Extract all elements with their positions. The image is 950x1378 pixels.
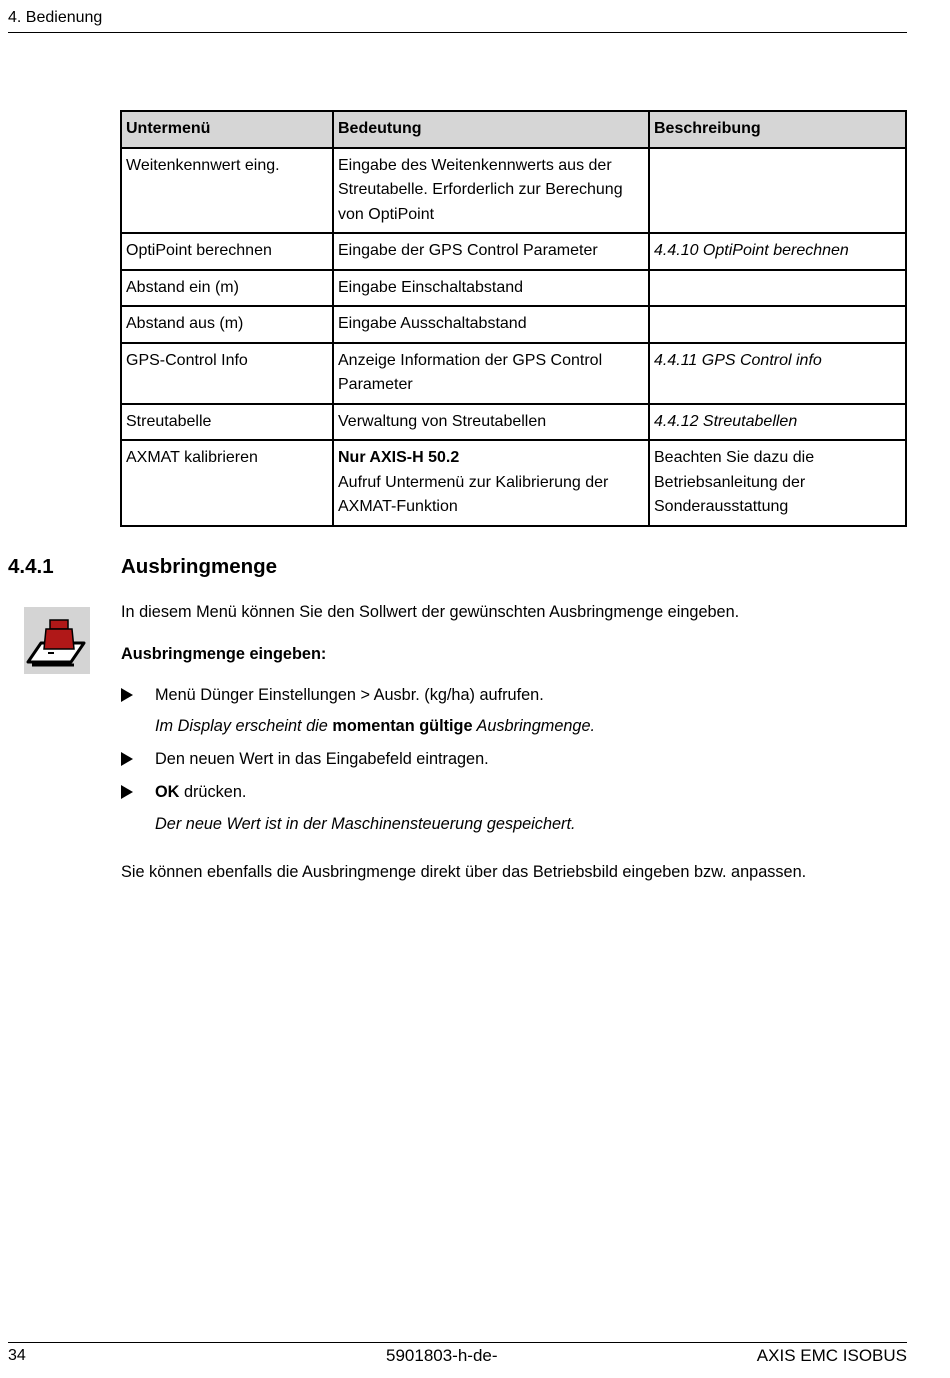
closing-text: Sie können ebenfalls die Ausbringmenge direkt über das Betriebsbild eingeben bzw. anpassen. bbox=[121, 863, 807, 881]
result-text: Ausbringmenge. bbox=[472, 717, 596, 735]
step-1-result bbox=[155, 717, 595, 736]
step-arrow-icon bbox=[121, 785, 133, 799]
column-header: Beschreibung bbox=[649, 111, 906, 148]
table-row bbox=[121, 404, 906, 441]
submenu-cell: OptiPoint berechnen bbox=[121, 233, 333, 270]
description-cell bbox=[649, 148, 906, 234]
meaning-text: Aufruf Untermenü zur Kalibrierung der AXMAT-Funktion bbox=[338, 473, 609, 515]
meaning-cell bbox=[333, 440, 649, 526]
submenu-cell: AXMAT kalibrieren bbox=[121, 440, 333, 526]
weight-on-scale-icon bbox=[24, 607, 90, 674]
meaning-cell: Eingabe der GPS Control Parameter bbox=[333, 233, 649, 270]
meaning-cell: Eingabe Ausschaltabstand bbox=[333, 306, 649, 343]
footer-rule bbox=[8, 1342, 907, 1343]
meaning-cell: Anzeige Information der GPS Control Parameter bbox=[333, 343, 649, 404]
document-id: 5901803-h-de- bbox=[386, 1346, 498, 1365]
table-row bbox=[121, 343, 906, 404]
ok-key-label: OK bbox=[155, 783, 180, 801]
step-3-result: Der neue Wert ist in der Maschinensteuerung gespeichert. bbox=[155, 815, 576, 833]
header-rule bbox=[8, 32, 907, 33]
procedure-heading: Ausbringmenge eingeben: bbox=[121, 645, 327, 663]
model-note: Nur AXIS-H 50.2 bbox=[338, 449, 460, 466]
product-name: AXIS EMC ISOBUS bbox=[756, 1346, 907, 1365]
cross-reference: 4.4.11 GPS Control info bbox=[649, 343, 906, 404]
submenu-cell: GPS-Control Info bbox=[121, 343, 333, 404]
column-header: Bedeutung bbox=[333, 111, 649, 148]
submenu-cell: Weitenkennwert eing. bbox=[121, 148, 333, 234]
meaning-cell: Verwaltung von Streutabellen bbox=[333, 404, 649, 441]
cross-reference: 4.4.12 Streutabellen bbox=[649, 404, 906, 441]
running-header: 4. Bedienung bbox=[8, 9, 103, 26]
submenu-table bbox=[120, 110, 907, 527]
description-cell: Beachten Sie dazu die Betriebsanleitung der Sonderausstattung bbox=[649, 440, 906, 526]
page-number: 34 bbox=[8, 1347, 26, 1364]
meaning-cell: Eingabe des Weitenkennwerts aus der Streutabelle. Erforderlich zur Berechung von OptiPoint bbox=[333, 148, 649, 234]
section-number: 4.4.1 bbox=[8, 555, 54, 578]
meaning-cell: Eingabe Einschaltabstand bbox=[333, 270, 649, 307]
cross-reference: 4.4.10 OptiPoint berechnen bbox=[649, 233, 906, 270]
table-row bbox=[121, 270, 906, 307]
table-row bbox=[121, 148, 906, 234]
intro-text: In diesem Menü können Sie den Sollwert der gewünschten Ausbringmenge eingeben. bbox=[121, 603, 740, 621]
step-1: Menü Dünger Einstellungen > Ausbr. (kg/ha) aufrufen. bbox=[155, 686, 544, 704]
column-header: Untermenü bbox=[121, 111, 333, 148]
table-header-row bbox=[121, 111, 906, 148]
table-row bbox=[121, 233, 906, 270]
table-row bbox=[121, 440, 906, 526]
result-emphasis: momentan gültige bbox=[332, 717, 473, 735]
description-cell bbox=[649, 270, 906, 307]
step-text: drücken. bbox=[179, 783, 247, 801]
submenu-cell: Abstand ein (m) bbox=[121, 270, 333, 307]
table-row bbox=[121, 306, 906, 343]
step-arrow-icon bbox=[121, 688, 133, 702]
description-cell bbox=[649, 306, 906, 343]
submenu-cell: Abstand aus (m) bbox=[121, 306, 333, 343]
step-3 bbox=[155, 783, 246, 802]
step-arrow-icon bbox=[121, 752, 133, 766]
section-title: Ausbringmenge bbox=[121, 555, 278, 578]
submenu-cell: Streutabelle bbox=[121, 404, 333, 441]
result-text: Im Display erscheint die bbox=[155, 717, 333, 735]
step-2: Den neuen Wert in das Eingabefeld eintragen. bbox=[155, 750, 489, 768]
